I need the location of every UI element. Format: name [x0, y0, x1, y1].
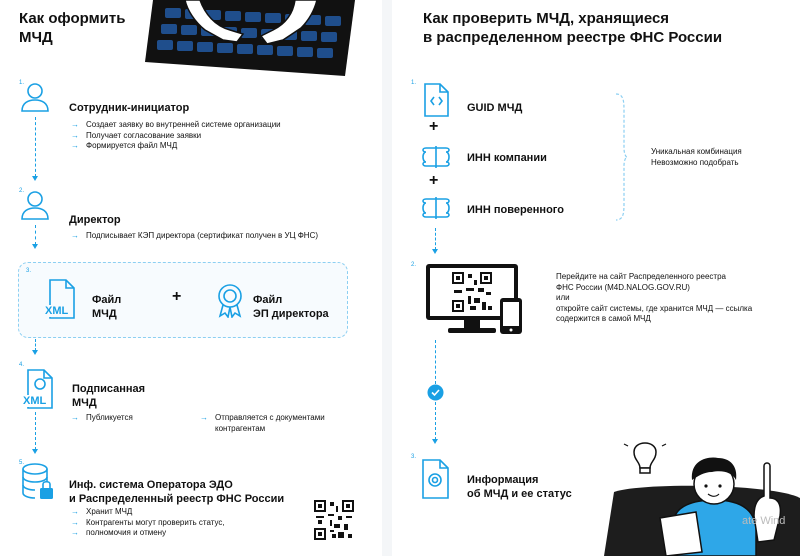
- connector-arrow: [32, 244, 38, 249]
- step-1-number: 1.: [19, 80, 25, 86]
- check-circle-icon: [427, 384, 444, 401]
- guid-label: GUID МЧД: [467, 102, 523, 114]
- connector-line: [435, 402, 436, 440]
- inn-company-label: ИНН компании: [467, 152, 547, 164]
- file-mchd-label: Файл МЧД: [92, 294, 122, 320]
- list-item: → Создает заявку во внутренней системе организации: [71, 120, 281, 131]
- step-2-list: [71, 231, 318, 242]
- plus-sign: +: [172, 288, 182, 305]
- step-4-title: Подписанная МЧД: [72, 383, 146, 409]
- list-item: → Публикуется: [71, 413, 133, 424]
- right-heading: Как проверить МЧД, хранящиеся в распределенном реестре ФНС России: [423, 10, 723, 46]
- list-item: → полномочия и отмену: [71, 528, 225, 539]
- qr-code: [314, 500, 354, 540]
- certificate-file-icon: [420, 458, 450, 500]
- step-3-number: 3.: [26, 268, 32, 274]
- database-lock-icon: [20, 462, 56, 502]
- step-2-number: 2.: [19, 188, 25, 194]
- step-1-list: [71, 120, 281, 152]
- id-card-icon: [420, 144, 452, 170]
- connector-arrow: [32, 350, 38, 355]
- list-item: → Отправляется с документами контрагентам: [200, 413, 325, 434]
- id-card-icon: [420, 195, 452, 221]
- right-step-2-number: 2.: [411, 262, 417, 268]
- right-step-3-number: 3.: [411, 454, 417, 460]
- plus-sign: +: [429, 172, 439, 189]
- person-lightbulb-illustration: [604, 436, 800, 556]
- connector-line: [35, 412, 36, 450]
- connector-arrow: [32, 449, 38, 454]
- xml-label: XML: [23, 395, 47, 407]
- connector-arrow: [432, 249, 438, 254]
- step-1-title: Сотрудник-инициатор: [69, 102, 190, 114]
- connector-line: [435, 340, 436, 384]
- site-instruction-text: Перейдите на сайт Распределенного реестра ФНС России (M4D.NALOG.GOV.RU) или откройте сайт системы, где хранится МЧД — ссылка содержится в самой МЧД: [556, 272, 753, 323]
- connector-line: [435, 228, 436, 250]
- connector-arrow: [32, 176, 38, 181]
- certificate-icon: [214, 282, 246, 318]
- connector-line: [35, 117, 36, 177]
- step-4-number: 4.: [19, 362, 25, 368]
- step-2-title: Директор: [69, 214, 121, 226]
- right-step-1-number: 1.: [411, 80, 417, 86]
- info-label: Информация об МЧД и ее статус: [467, 474, 572, 500]
- list-item: → Формируется файл МЧД: [71, 141, 281, 152]
- monitor-qr-icon: [424, 262, 536, 338]
- left-heading: Как оформить МЧД: [19, 10, 126, 46]
- user-icon: [18, 80, 52, 114]
- list-item: → Контрагенты могут проверить статус,: [71, 518, 225, 529]
- combination-text: Уникальная комбинация Невозможно подобрать: [651, 147, 742, 167]
- step-5-number: 5.: [19, 460, 25, 466]
- panel-divider: [382, 0, 392, 556]
- step-4-list-a: [71, 413, 133, 424]
- user-icon: [18, 188, 52, 222]
- connector-arrow: [432, 439, 438, 444]
- code-file-icon: [422, 82, 450, 118]
- inn-trustee-label: ИНН поверенного: [467, 204, 564, 216]
- keyboard-hands-illustration: [145, 0, 360, 80]
- list-item: → Получает согласование заявки: [71, 131, 281, 142]
- list-item: → Хранит МЧД: [71, 507, 225, 518]
- left-panel: [0, 0, 382, 556]
- connector-line: [35, 225, 36, 245]
- right-panel: [392, 0, 800, 556]
- plus-sign: +: [429, 118, 439, 135]
- file-signature-label: Файл ЭП директора: [253, 294, 329, 320]
- list-item: → Подписывает КЭП директора (сертификат получен в УЦ ФНС): [71, 231, 318, 242]
- xml-label: XML: [45, 305, 69, 317]
- watermark-text: ate Wind: [742, 515, 786, 527]
- bracket-line: [614, 92, 628, 222]
- step-5-title: Инф. система Оператора ЭДО и Распределенный реестр ФНС России: [69, 479, 285, 505]
- step-5-list: [71, 507, 225, 539]
- step-4-list-b: [200, 413, 325, 434]
